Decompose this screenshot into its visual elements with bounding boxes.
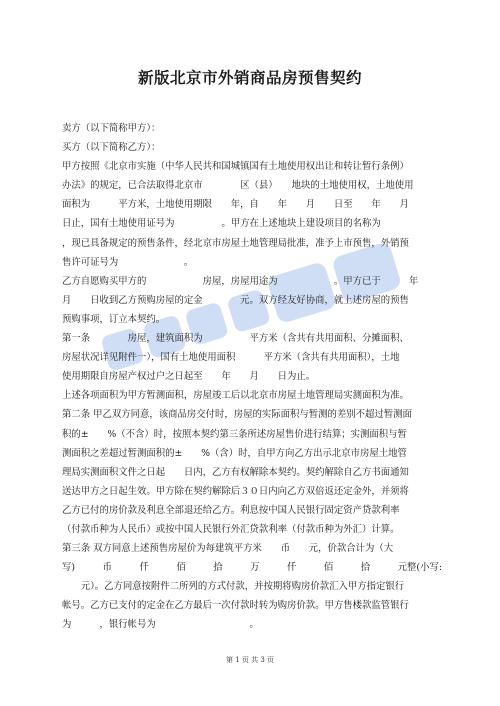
contract-line: 预购事项，订立本契约。 xyxy=(62,313,166,325)
contract-line: 办法》的规定，已合法取得北京市 区（县） 地块的土地使用权，土地使用 xyxy=(62,180,414,192)
price-unit-label: 币 xyxy=(102,562,112,574)
contract-line: 日止，国有土地使用证号为 。甲方在上述地块上建设项目的名称为 xyxy=(62,218,381,230)
contract-line: ，现已具备规定的预售条件，经北京市房屋土地管理局批准，准予上市预售，外销预 xyxy=(62,237,409,249)
contract-line: 月 日收到乙方预购房屋的定金 元。双方经友好协商，就上述房屋的预售 xyxy=(62,294,409,306)
contract-line: 元）。乙方同意按附件二所列的方式付款，并按期将购房价款汇入甲方指定银行 xyxy=(62,581,405,593)
contract-line: 房屋状况详见附件一），国有土地使用面积 平方米（含共有共用面积），土地 xyxy=(62,352,400,364)
contract-line: 第二条 甲乙双方同意，该商品房交付时，房屋的实际面积与暂测的差别不超过暂测面 xyxy=(62,409,412,421)
contract-line: 买方（以下简称乙方）： xyxy=(62,142,161,154)
price-unit-label: 万 xyxy=(250,562,260,574)
contract-line: 送达甲方之日起生效。甲方除在契约解除后３０日内向乙方双倍返还定金外，并须将 xyxy=(62,485,409,497)
price-unit-label: 拾 xyxy=(360,562,371,574)
contract-line: 上述各项面积为甲方暂测面积，房屋竣工后以北京市房屋土地管理局实测面积为准。 xyxy=(62,390,409,402)
contract-line: 卖方（以下简称甲方）： xyxy=(62,123,161,134)
contract-line: 售许可证号为 。 xyxy=(62,256,194,268)
page-footer: 第 1 页 共 3 页 xyxy=(225,656,275,664)
contract-line: 为 ，银行帐号为 。 xyxy=(62,619,259,631)
contract-line: 第一条 房屋，建筑面积为 平方米（含共有共用面积、分摊面积、 xyxy=(62,333,409,345)
contract-body xyxy=(62,119,442,635)
contract-line: 乙方自愿购买甲方的 房屋，房屋用途为 。甲方已于 年 xyxy=(62,275,419,287)
price-unit-label: 佰 xyxy=(323,562,334,574)
contract-line: 帐号。乙方已支付的定金在乙方最后一次付款时转为购房价款。甲方售楼款监管银行 xyxy=(62,600,409,612)
price-unit-label: 仟 xyxy=(139,562,149,574)
contract-line: 第三条 双方同意上述预售房屋价为每建筑平方米 币 元，价款合计为（大 xyxy=(62,543,394,555)
contract-line: 积的± %（不含）时，按照本契约第三条所述房屋售价进行结算；实测面积与暂 xyxy=(62,428,407,440)
contract-line: 甲方按照《北京市实施（中华人民共和国城镇国有土地使用权出让和转让暂行条例） xyxy=(62,161,409,173)
contract-line: 使用期限自房屋产权过户之日起至 年 月 日为止。 xyxy=(62,371,316,383)
document-title: 新版北京市外销商品房预售契约 xyxy=(137,69,362,87)
contract-line: 理局实测面积文件之日起 日内，乙方有权解除本契约。契约解除自乙方书面通知 xyxy=(62,466,409,478)
contract-line: 面积为 平方米，土地使用期限 年，自 年 月 日至 年 月 xyxy=(62,199,409,211)
price-unit-label: 仟 xyxy=(287,562,297,574)
price-unit-label: 佰 xyxy=(176,562,186,574)
price-unit-label: 写) xyxy=(62,562,76,574)
price-in-words-line xyxy=(62,558,442,577)
contract-line: （付款币种为人民币）或按中国人民银行外汇贷款利率（付款币种为外汇）计算。 xyxy=(62,523,400,535)
price-unit-label: 元整(小写: xyxy=(397,562,442,574)
contract-line: 乙方已付的房价款及利息全部退还给乙方。利息按中国人民银行固定资产贷款利率 xyxy=(62,504,400,516)
price-unit-label: 拾 xyxy=(213,562,223,574)
contract-line: 测面积之差超过暂测面积的± %（含）时，自甲方向乙方出示北京市房屋土地管 xyxy=(62,447,407,459)
